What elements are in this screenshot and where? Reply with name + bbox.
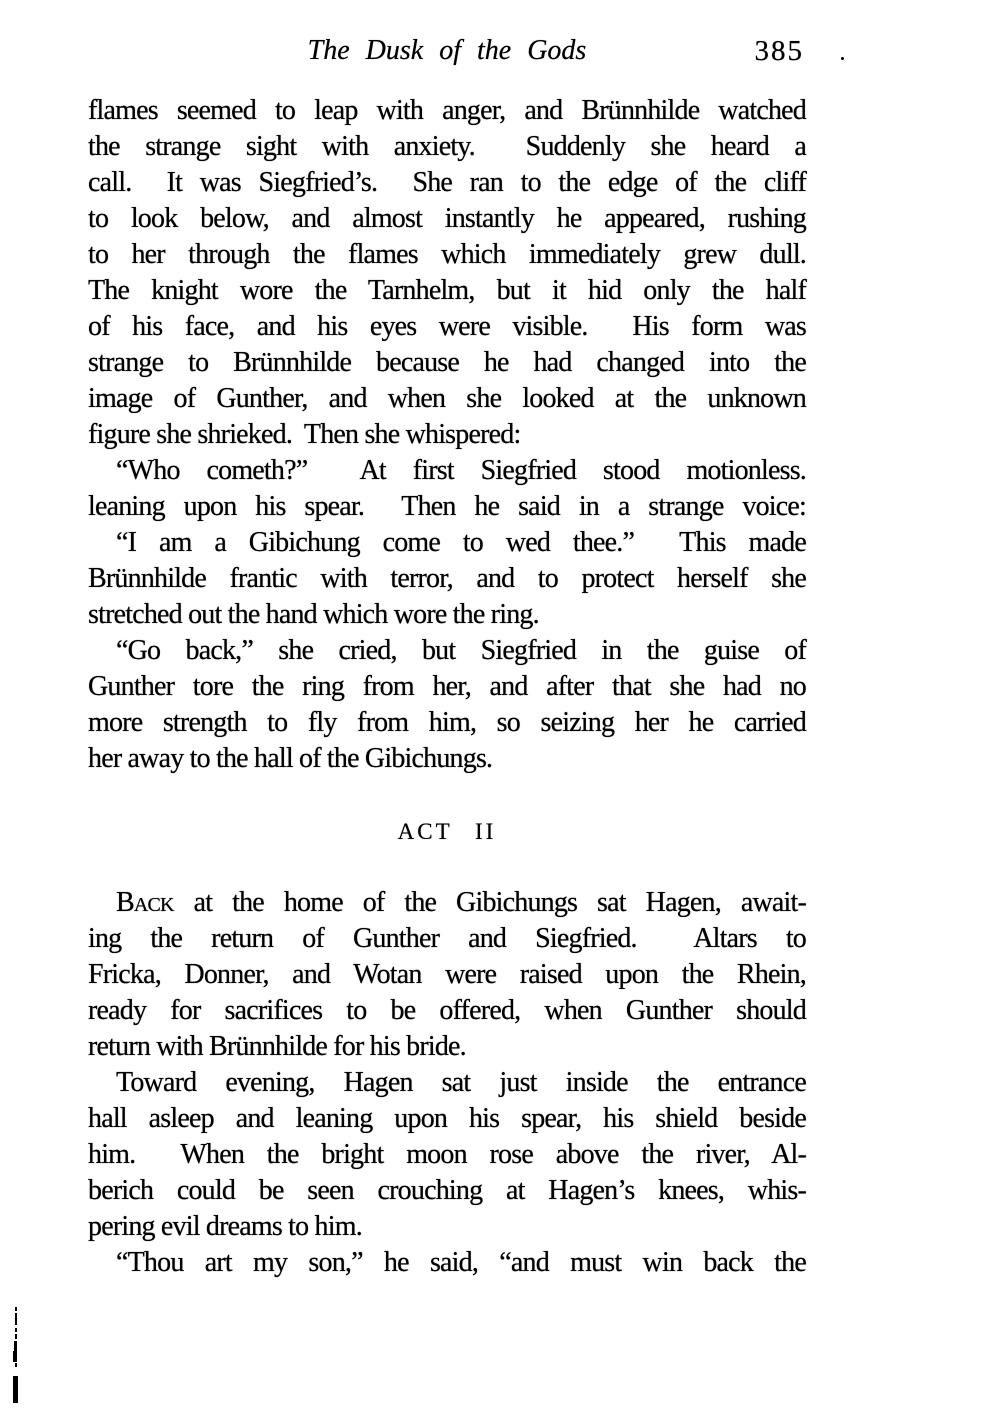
text-line: Fricka, Donner, and Wotan were raised upon the Rhein, <box>88 959 806 990</box>
text-line: to her through the flames which immediately grew dull. <box>88 239 806 270</box>
text-line: berich could be seen crouching at Hagen’s knees, whis- <box>88 1175 806 1206</box>
text-line: the strange sight with anxiety. Suddenly she heard a <box>88 131 806 162</box>
text-line: ing the return of Gunther and Siegfried. Altars to <box>88 923 806 954</box>
paragraph <box>88 1065 806 1245</box>
text-line: “Go back,” she cried, but Siegfried in the guise of <box>116 635 806 666</box>
paragraph <box>88 1245 806 1281</box>
text-line: Gunther tore the ring from her, and after that she had no <box>88 671 806 702</box>
running-header <box>88 34 806 74</box>
text-line: flames seemed to leap with anger, and Brünnhilde watched <box>88 95 806 126</box>
text-line: Toward evening, Hagen sat just inside the entrance <box>116 1067 806 1098</box>
text-line: “I am a Gibichung come to wed thee.” This made <box>116 527 806 558</box>
text-line: more strength to fly from him, so seizing her he carried <box>88 707 806 738</box>
scan-artifact-line <box>15 1307 17 1311</box>
text-line: stretched out the hand which wore the ring. <box>88 599 539 630</box>
text-line: call. It was Siegfried’s. She ran to the edge of the cliff <box>88 167 806 198</box>
text-line: “Thou art my son,” he said, “and must win back the <box>116 1247 806 1278</box>
text-line: of his face, and his eyes were visible. His form was <box>88 311 806 342</box>
scan-artifact-line <box>13 1376 18 1403</box>
text-line: return with Brünnhilde for his bride. <box>88 1031 466 1062</box>
paragraph <box>88 453 806 525</box>
text-line: “Who cometh?” At first Siegfried stood motionless. <box>116 455 806 486</box>
page-title: The Dusk of the Gods <box>307 35 587 66</box>
scan-artifact-line <box>15 1328 17 1332</box>
text-line: strange to Brünnhilde because he had changed into the <box>88 347 806 378</box>
paragraph <box>88 525 806 633</box>
paragraph <box>88 93 806 453</box>
scan-artifact-dot <box>841 57 844 60</box>
text-line: hall asleep and leaning upon his spear, his shield beside <box>88 1103 806 1134</box>
text-line: ready for sacrifices to be offered, when Gunther should <box>88 995 806 1026</box>
page-number: 385 <box>754 35 804 67</box>
paragraph <box>88 885 806 1065</box>
text-line: image of Gunther, and when she looked at the unknown <box>88 383 806 414</box>
act-heading: ACT II <box>397 819 497 844</box>
text-line: her away to the hall of the Gibichungs. <box>88 743 493 774</box>
text-line: him. When the bright moon rose above the river, Al- <box>88 1139 806 1170</box>
text-line: to look below, and almost instantly he appeared, rushing <box>88 203 806 234</box>
scan-artifact-line <box>15 1313 17 1325</box>
scan-artifact-line <box>15 1334 17 1339</box>
body-text <box>88 93 806 1281</box>
paragraph <box>88 633 806 777</box>
text-line: figure she shrieked. Then she whispered: <box>88 419 521 450</box>
small-caps-word: Back <box>116 887 174 918</box>
text-line: Back at the home of the Gibichungs sat Hagen, await- <box>116 887 806 918</box>
text-line: leaning upon his spear. Then he said in a strange voice: <box>88 491 806 522</box>
scan-artifact-line <box>13 1351 17 1362</box>
text-line: pering evil dreams to him. <box>88 1211 362 1242</box>
text-line: The knight wore the Tarnhelm, but it hid only the half <box>88 275 806 306</box>
scan-artifact-line <box>15 1363 17 1367</box>
text-line: Brünnhilde frantic with terror, and to protect herself she <box>88 563 806 594</box>
